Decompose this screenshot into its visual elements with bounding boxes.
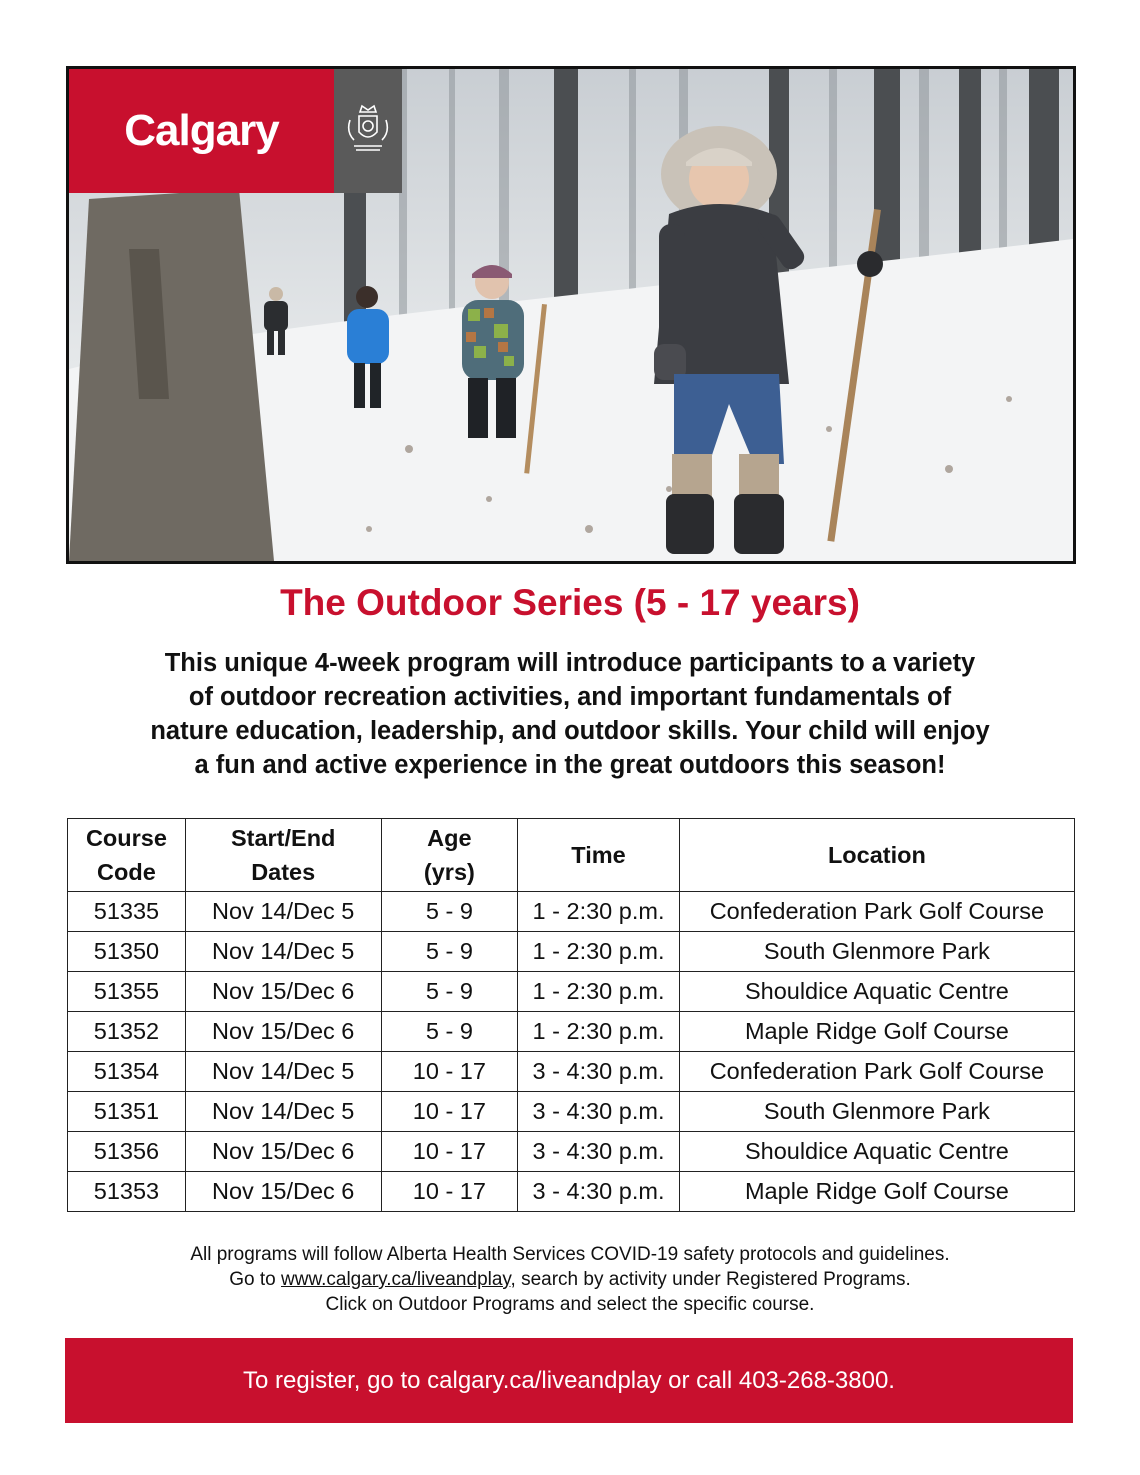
footer-text: , search by activity under Registered Programs.	[510, 1269, 911, 1290]
table-header-row	[68, 819, 1075, 892]
cell-age: 5 - 9	[381, 892, 518, 932]
footer-text: Go to	[229, 1269, 281, 1290]
cell-time: 1 - 2:30 p.m.	[518, 1012, 680, 1052]
header-age	[381, 819, 518, 892]
cell-age: 5 - 9	[381, 1012, 518, 1052]
intro-line: This unique 4-week program will introduce participants to a variety	[164, 649, 976, 677]
header-course-code	[68, 819, 186, 892]
header-text: Dates	[251, 859, 316, 885]
cell-dates: Nov 14/Dec 5	[185, 932, 381, 972]
intro-line: a fun and active experience in the great outdoors this season!	[194, 751, 946, 779]
cell-dates: Nov 15/Dec 6	[185, 1132, 381, 1172]
header-text: Age	[427, 825, 472, 851]
table-row	[68, 1132, 1075, 1172]
cell-course-code: 51356	[68, 1132, 186, 1172]
coat-of-arms-icon	[342, 102, 394, 160]
cell-course-code: 51351	[68, 1092, 186, 1132]
cell-dates: Nov 15/Dec 6	[185, 1012, 381, 1052]
cell-dates: Nov 15/Dec 6	[185, 1172, 381, 1212]
header-text: Code	[97, 859, 156, 885]
cell-age: 10 - 17	[381, 1092, 518, 1132]
schedule-table	[67, 818, 1075, 1212]
cell-dates: Nov 14/Dec 5	[185, 1052, 381, 1092]
table-row	[68, 892, 1075, 932]
cell-time: 1 - 2:30 p.m.	[518, 972, 680, 1012]
liveandplay-link[interactable]: www.calgary.ca/liveandplay	[281, 1269, 511, 1290]
cell-time: 3 - 4:30 p.m.	[518, 1092, 680, 1132]
cell-time: 1 - 2:30 p.m.	[518, 932, 680, 972]
header-location	[679, 819, 1074, 892]
cell-location: South Glenmore Park	[679, 1092, 1074, 1132]
cell-location: Confederation Park Golf Course	[679, 1052, 1074, 1092]
calgary-logo	[69, 69, 334, 193]
cell-age: 10 - 17	[381, 1052, 518, 1092]
cell-time: 1 - 2:30 p.m.	[518, 892, 680, 932]
table-row	[68, 1092, 1075, 1132]
header-text: (yrs)	[423, 859, 475, 885]
cell-course-code: 51355	[68, 972, 186, 1012]
cell-age: 10 - 17	[381, 1172, 518, 1212]
cell-location: Maple Ridge Golf Course	[679, 1172, 1074, 1212]
table-row	[68, 1172, 1075, 1212]
table-row	[68, 1012, 1075, 1052]
header-text: Location	[827, 842, 926, 868]
brand-name: Calgary	[124, 106, 279, 155]
cell-age: 5 - 9	[381, 972, 518, 1012]
intro-paragraph	[70, 646, 1070, 782]
cell-location: Shouldice Aquatic Centre	[679, 972, 1074, 1012]
crest-icon	[334, 69, 402, 193]
footer-line: Click on Outdoor Programs and select the specific course.	[325, 1294, 815, 1315]
intro-line: nature education, leadership, and outdoor skills. Your child will enjoy	[150, 717, 990, 745]
header-text: Time	[571, 842, 626, 868]
header-time	[518, 819, 680, 892]
hero-photo	[66, 66, 1076, 564]
table-row	[68, 932, 1075, 972]
cell-course-code: 51353	[68, 1172, 186, 1212]
cell-course-code: 51335	[68, 892, 186, 932]
register-text: To register, go to calgary.ca/liveandplay or call 403-268-3800.	[243, 1366, 895, 1394]
cell-location: South Glenmore Park	[679, 932, 1074, 972]
cell-time: 3 - 4:30 p.m.	[518, 1132, 680, 1172]
register-banner	[65, 1338, 1073, 1423]
cell-location: Confederation Park Golf Course	[679, 892, 1074, 932]
cell-time: 3 - 4:30 p.m.	[518, 1172, 680, 1212]
header-text: Start/End	[230, 825, 336, 851]
footer-line: All programs will follow Alberta Health Services COVID-19 safety protocols and guidelines.	[190, 1244, 950, 1265]
footer-notes	[0, 1242, 1140, 1317]
cell-dates: Nov 14/Dec 5	[185, 892, 381, 932]
table-row	[68, 972, 1075, 1012]
cell-location: Shouldice Aquatic Centre	[679, 1132, 1074, 1172]
page-title: The Outdoor Series (5 - 17 years)	[280, 582, 860, 623]
cell-course-code: 51350	[68, 932, 186, 972]
cell-age: 10 - 17	[381, 1132, 518, 1172]
cell-location: Maple Ridge Golf Course	[679, 1012, 1074, 1052]
cell-dates: Nov 14/Dec 5	[185, 1092, 381, 1132]
cell-time: 3 - 4:30 p.m.	[518, 1052, 680, 1092]
cell-dates: Nov 15/Dec 6	[185, 972, 381, 1012]
cell-course-code: 51352	[68, 1012, 186, 1052]
header-dates	[185, 819, 381, 892]
intro-line: of outdoor recreation activities, and important fundamentals of	[188, 683, 952, 711]
table-row	[68, 1052, 1075, 1092]
footer-line	[0, 1267, 1140, 1292]
header-text: Course	[85, 825, 167, 851]
cell-course-code: 51354	[68, 1052, 186, 1092]
cell-age: 5 - 9	[381, 932, 518, 972]
